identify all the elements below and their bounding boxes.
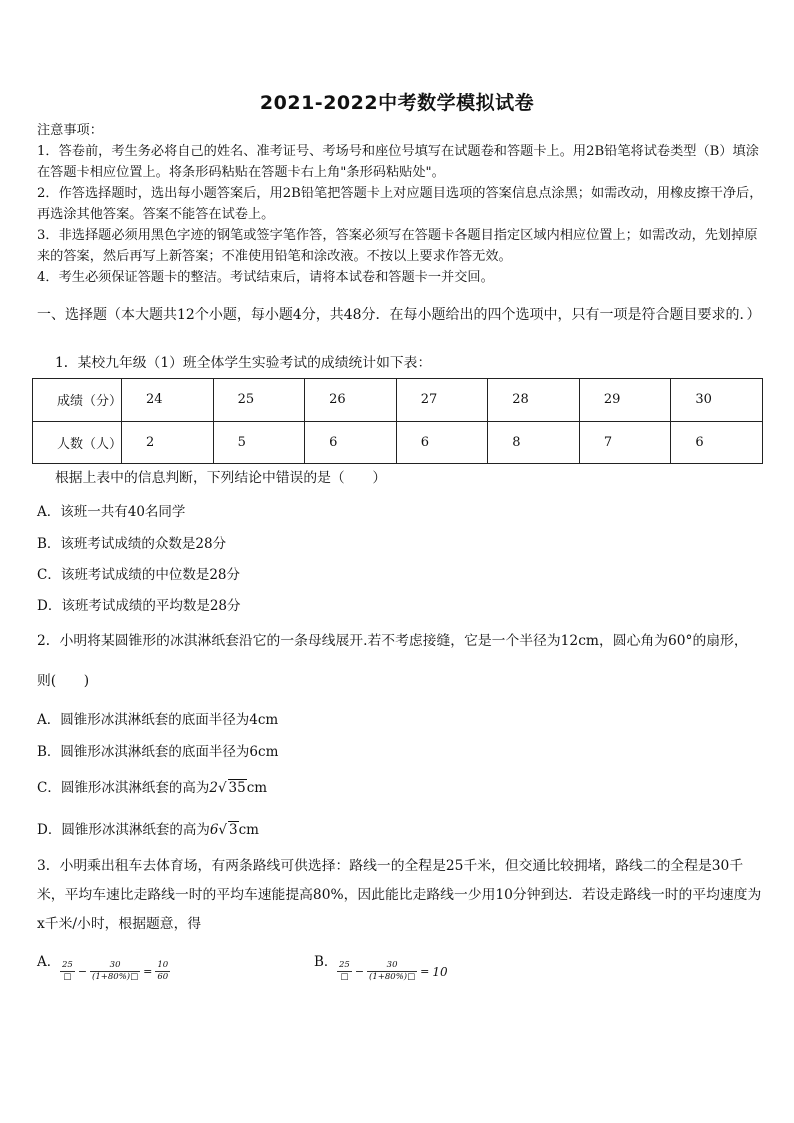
section-heading: 一、选择题（本大题共12个小题，每小题4分，共48分．在每小题给出的四个选项中，只有一项是符合题目要求的．） [37, 307, 761, 323]
radicand: 3 [229, 822, 238, 838]
option-a-formula [60, 960, 170, 983]
unit: cm [238, 822, 259, 838]
fraction [337, 960, 352, 983]
question-2-stem: 2．小明将某圆锥形的冰淇淋纸套沿它的一条母线展开.若不考虑接缝，它是一个半径为12cm，圆心角为60°的扇形， [37, 633, 748, 649]
notice [37, 120, 767, 288]
option-b-label: B． [314, 954, 338, 970]
radicand: 35 [228, 780, 246, 796]
numerator: 30 [90, 960, 140, 972]
equals: = [143, 965, 153, 978]
denominator: □ [63, 972, 72, 982]
table-row [33, 379, 763, 422]
table-cell: 26 [305, 379, 397, 422]
table-cell: 6 [396, 421, 488, 464]
coef: 6 [209, 822, 219, 838]
table-cell: 成绩（分） [33, 379, 122, 422]
option-b: B．圆锥形冰淇淋纸套的底面半径为6cm [37, 744, 279, 760]
table-cell: 27 [396, 379, 488, 422]
fraction [60, 960, 75, 983]
rhs-value: 10 [432, 964, 448, 979]
table-cell: 8 [488, 421, 580, 464]
table-cell: 6 [671, 421, 763, 464]
table-cell: 5 [213, 421, 305, 464]
table-cell: 6 [305, 421, 397, 464]
numerator: 10 [157, 960, 169, 970]
table-cell: 29 [579, 379, 671, 422]
option-c: C．该班考试成绩的中位数是28分 [37, 567, 241, 583]
table-cell: 30 [671, 379, 763, 422]
table-cell: 7 [579, 421, 671, 464]
numerator: 30 [367, 960, 417, 972]
option-c [37, 776, 267, 796]
table-row [33, 421, 763, 464]
notice-heading: 注意事项： [37, 123, 103, 138]
operator: − [77, 965, 88, 978]
option-d-text: D．圆锥形冰淇淋纸套的高为 [37, 822, 210, 838]
table-cell: 24 [122, 379, 214, 422]
numerator: 25 [339, 960, 350, 970]
sqrt-icon: √ [218, 822, 228, 838]
score-table [32, 378, 763, 464]
option-b-formula [337, 960, 448, 983]
option-d: D．该班考试成绩的平均数是28分 [37, 598, 241, 614]
option-a: A．该班一共有40名同学 [37, 504, 186, 520]
notice-item: 4．考生必须保证答题卡的整洁。考试结束后，请将本试卷和答题卡一并交回。 [37, 270, 494, 285]
notice-item: 1．答卷前，考生务必将自己的姓名、准考证号、考场号和座位号填写在试题卷和答题卡上。用2B铅笔将试卷类型（B）填涂在答题卡相应位置上。将条形码粘贴在答题卡右上角"条形码粘贴处"。 [37, 144, 759, 180]
numerator: 25 [62, 960, 73, 970]
unit: cm [246, 780, 268, 796]
operator: − [354, 965, 365, 978]
table-cell: 25 [213, 379, 305, 422]
question-1-ask: 根据上表中的信息判断，下列结论中错误的是（ ） [55, 470, 387, 486]
denominator: (1+80%)□ [369, 972, 416, 982]
option-d [37, 818, 259, 838]
table-cell: 人数（人） [33, 421, 122, 464]
equals: = [420, 965, 430, 978]
notice-item: 3．非选择题必须用黑色字迹的钢笔或签字笔作答，答案必须写在答题卡各题目指定区域内相应位置上；如需改动，先划掉原来的答案，然后再写上新答案；不准使用铅笔和涂改液。不按以上要求作答无效。 [37, 228, 758, 264]
denominator: (1+80%)□ [92, 972, 139, 982]
option-b: B．该班考试成绩的众数是28分 [37, 536, 227, 552]
question-2-stem-tail: 则( ) [37, 673, 90, 689]
option-a: A．圆锥形冰淇淋纸套的底面半径为4cm [37, 712, 279, 728]
table-cell: 2 [122, 421, 214, 464]
option-c-text: C．圆锥形冰淇淋纸套的高为 [37, 780, 210, 796]
fraction [90, 960, 140, 983]
denominator: 60 [157, 972, 169, 982]
question-1-stem: 1．某校九年级（1）班全体学生实验考试的成绩统计如下表： [55, 355, 432, 371]
option-a-label: A． [37, 954, 61, 970]
sqrt-icon: √ [217, 780, 227, 796]
notice-item: 2．作答选择题时，选出每小题答案后，用2B铅笔把答题卡上对应题目选项的答案信息点涂黑；如需改动，用橡皮擦干净后，再选涂其他答案。答案不能答在试卷上。 [37, 186, 763, 222]
question-3-stem: 3．小明乘出租车去体育场，有两条路线可供选择：路线一的全程是25千米，但交通比较拥堵，路线二的全程是30千米，平均车速比走路线一时的平均车速能提高80%，因此能比走路线一少用10分钟到达．若设走路线一时的平均速度为x千米/小时，根据题意，得 [37, 858, 762, 932]
fraction [155, 960, 170, 983]
denominator: □ [340, 972, 349, 982]
table-cell: 28 [488, 379, 580, 422]
fraction [367, 960, 417, 983]
page-title: 2021-2022中考数学模拟试卷 [259, 92, 535, 114]
coef: 2 [209, 780, 218, 796]
